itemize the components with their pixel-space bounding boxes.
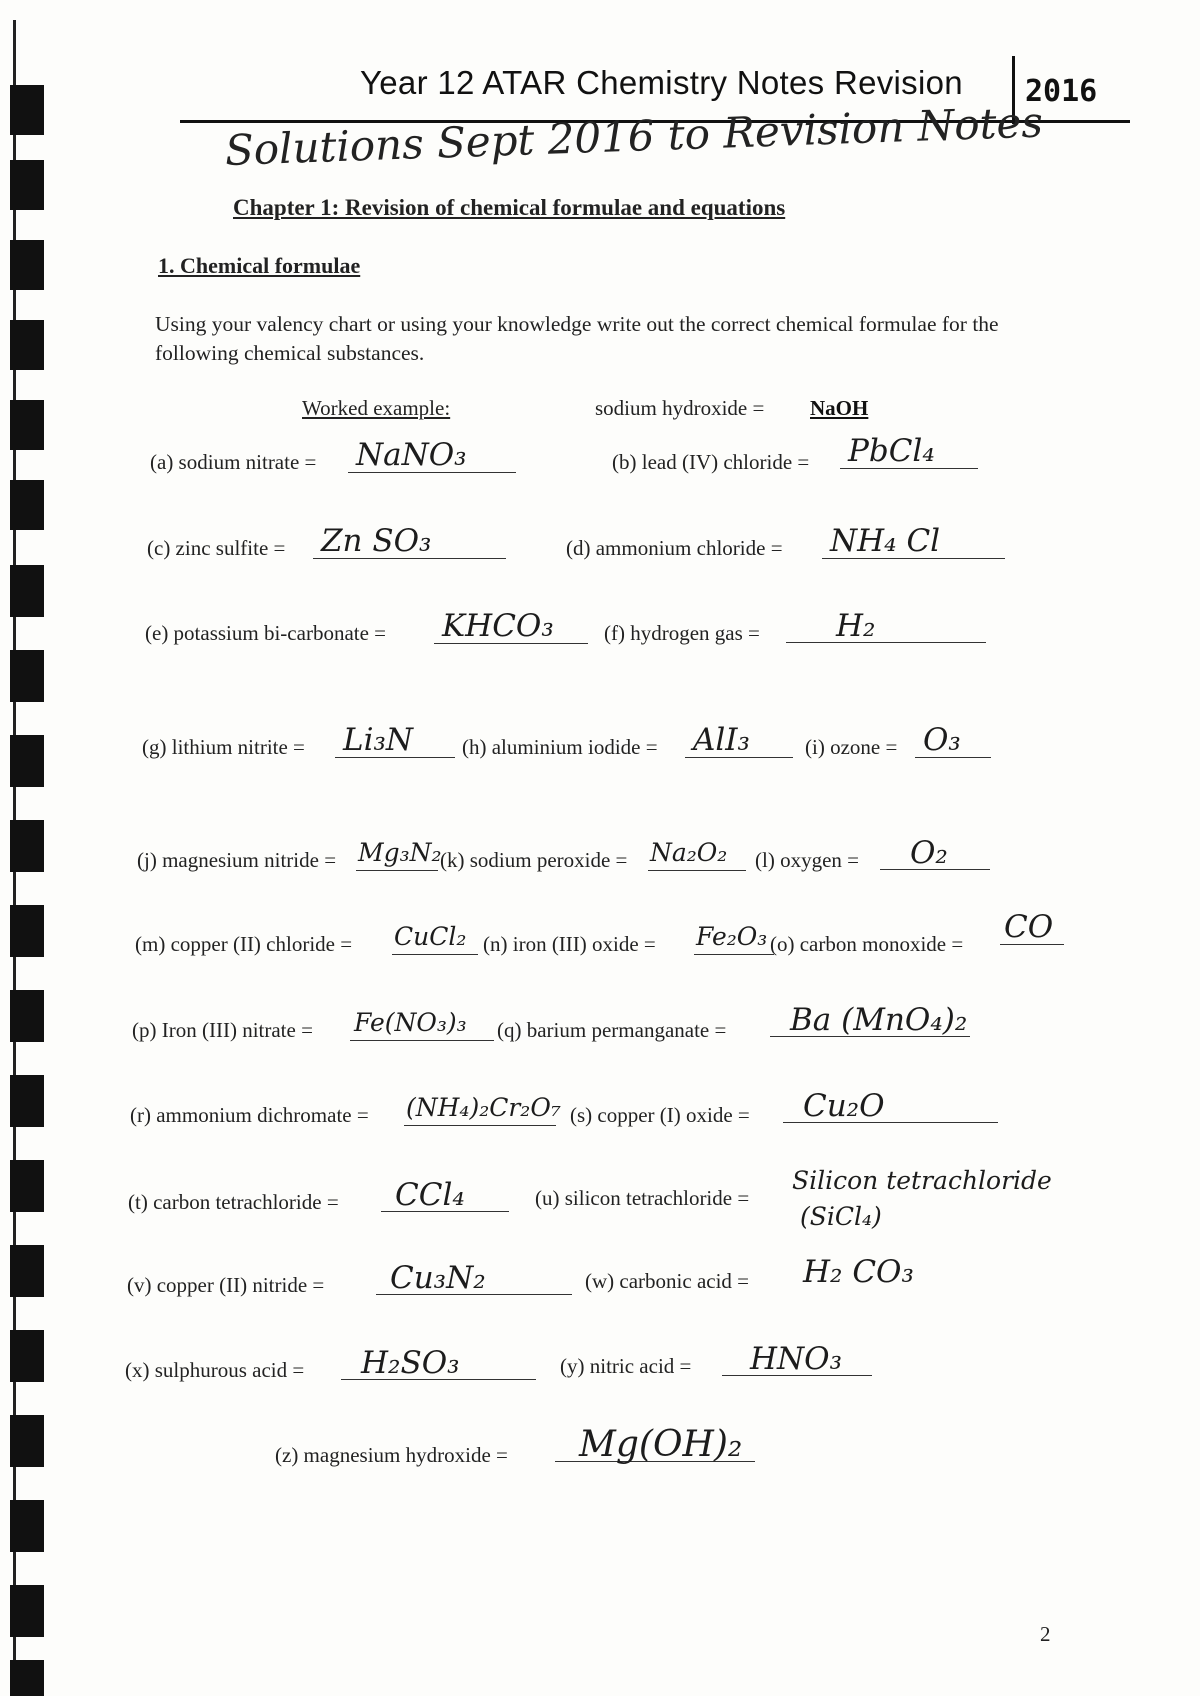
answer-field: Mg₃N₂: [356, 836, 438, 871]
answer-field: Cu₃N₂: [376, 1261, 572, 1295]
answer-field: CCl₄: [381, 1178, 509, 1212]
answer-field: H₂SO₃: [341, 1346, 536, 1380]
question-label: (e) potassium bi-carbonate =: [145, 621, 387, 645]
question-label: (x) sulphurous acid =: [125, 1358, 305, 1382]
question-label: (u) silicon tetrachloride =: [535, 1186, 750, 1210]
answer-field: O₃: [915, 723, 991, 758]
binding-mark: [10, 735, 44, 787]
question-label: (g) lithium nitrite =: [142, 735, 305, 759]
answer-field: CuCl₂: [392, 920, 478, 955]
binding-mark: [10, 650, 44, 702]
answer-field: CO: [1000, 910, 1064, 945]
binding-mark: [10, 1245, 44, 1297]
binding-mark: [10, 990, 44, 1042]
answer-field: O₂: [880, 836, 990, 870]
answer-field: Ba (MnO₄)₂: [770, 1003, 970, 1037]
worked-example-answer: NaOH: [810, 396, 869, 420]
binding-mark: [10, 240, 44, 290]
answer-field: Cu₂O: [783, 1089, 998, 1123]
binding-mark: [10, 1415, 44, 1467]
header-title: Year 12 ATAR Chemistry Notes Revision: [360, 64, 963, 101]
question-label: (w) carbonic acid =: [585, 1269, 750, 1293]
question-label: (n) iron (III) oxide =: [483, 932, 656, 956]
question-label: (v) copper (II) nitride =: [127, 1273, 325, 1297]
answer-field: Fe₂O₃: [694, 920, 774, 955]
answer-field: Zn SO₃: [313, 524, 506, 559]
worked-example-question: sodium hydroxide =: [595, 396, 765, 420]
instructions: Using your valency chart or using your knowledge write out the correct chemical formulae for the following chemical substances.: [155, 312, 999, 365]
question-label: (k) sodium peroxide =: [440, 848, 628, 872]
question-label: (h) aluminium iodide =: [462, 735, 658, 759]
question-label: (o) carbon monoxide =: [770, 932, 964, 956]
binding-mark: [10, 1160, 44, 1212]
worked-example-label: Worked example:: [302, 396, 451, 420]
question-label: (z) magnesium hydroxide =: [275, 1443, 508, 1467]
question-label: (a) sodium nitrate =: [150, 450, 317, 474]
binding-mark: [10, 320, 44, 370]
binding-mark: [10, 1660, 44, 1696]
binding-mark: [10, 1075, 44, 1127]
question-label: (y) nitric acid =: [560, 1354, 692, 1378]
question-label: (i) ozone =: [805, 735, 898, 759]
answer-field: NH₄ Cl: [822, 524, 1005, 559]
binding-mark: [10, 480, 44, 530]
question-label: (d) ammonium chloride =: [566, 536, 783, 560]
answer-field: AlI₃: [685, 723, 793, 758]
question-label: (t) carbon tetrachloride =: [128, 1190, 339, 1214]
binding-mark: [10, 400, 44, 450]
handwritten-title: Solutions Sept 2016 to Revision Notes: [224, 97, 1044, 175]
binding-mark: [10, 565, 44, 617]
question-label: (b) lead (IV) chloride =: [612, 450, 810, 474]
binding-mark: [10, 820, 44, 872]
binding-holes: [0, 0, 60, 1696]
answer-field: Mg(OH)₂: [555, 1428, 755, 1462]
answer-field: HNO₃: [722, 1342, 872, 1376]
binding-mark: [10, 1585, 44, 1637]
answer-field: Fe(NO₃)₃: [350, 1006, 494, 1041]
question-label: (c) zinc sulfite =: [147, 536, 286, 560]
answer-field: H₂ CO₃: [803, 1254, 914, 1290]
page-number: 2: [1040, 1622, 1051, 1646]
answer-field: PbCl₄: [840, 434, 978, 469]
question-label: (p) Iron (III) nitrate =: [132, 1018, 313, 1042]
binding-mark: [10, 85, 44, 135]
answer-field: (NH₄)₂Cr₂O₇: [404, 1091, 556, 1126]
question-label: (l) oxygen =: [755, 848, 859, 872]
binding-mark: [10, 160, 44, 210]
answer-field: KHCO₃: [434, 609, 588, 644]
answer-field: Li₃N: [335, 723, 455, 758]
binding-mark: [10, 1330, 44, 1382]
answer-field: H₂: [786, 609, 986, 643]
binding-mark: [10, 905, 44, 957]
answer-field: Silicon tetrachloride: [792, 1166, 1052, 1195]
question-label: (f) hydrogen gas =: [604, 621, 760, 645]
header-year: 2016: [1025, 74, 1098, 109]
chapter-title: Chapter 1: Revision of chemical formulae and equations: [233, 195, 786, 220]
question-label: (j) magnesium nitride =: [137, 848, 337, 872]
question-label: (q) barium permanganate =: [497, 1018, 727, 1042]
question-label: (s) copper (I) oxide =: [570, 1103, 750, 1127]
question-label: (m) copper (II) chloride =: [135, 932, 353, 956]
answer-field-line2: (SiCl₄): [800, 1202, 882, 1231]
question-label: (r) ammonium dichromate =: [130, 1103, 369, 1127]
section-title: 1. Chemical formulae: [158, 253, 361, 278]
answer-field: NaNO₃: [348, 438, 516, 473]
answer-field: Na₂O₂: [648, 836, 746, 871]
binding-mark: [10, 1500, 44, 1552]
